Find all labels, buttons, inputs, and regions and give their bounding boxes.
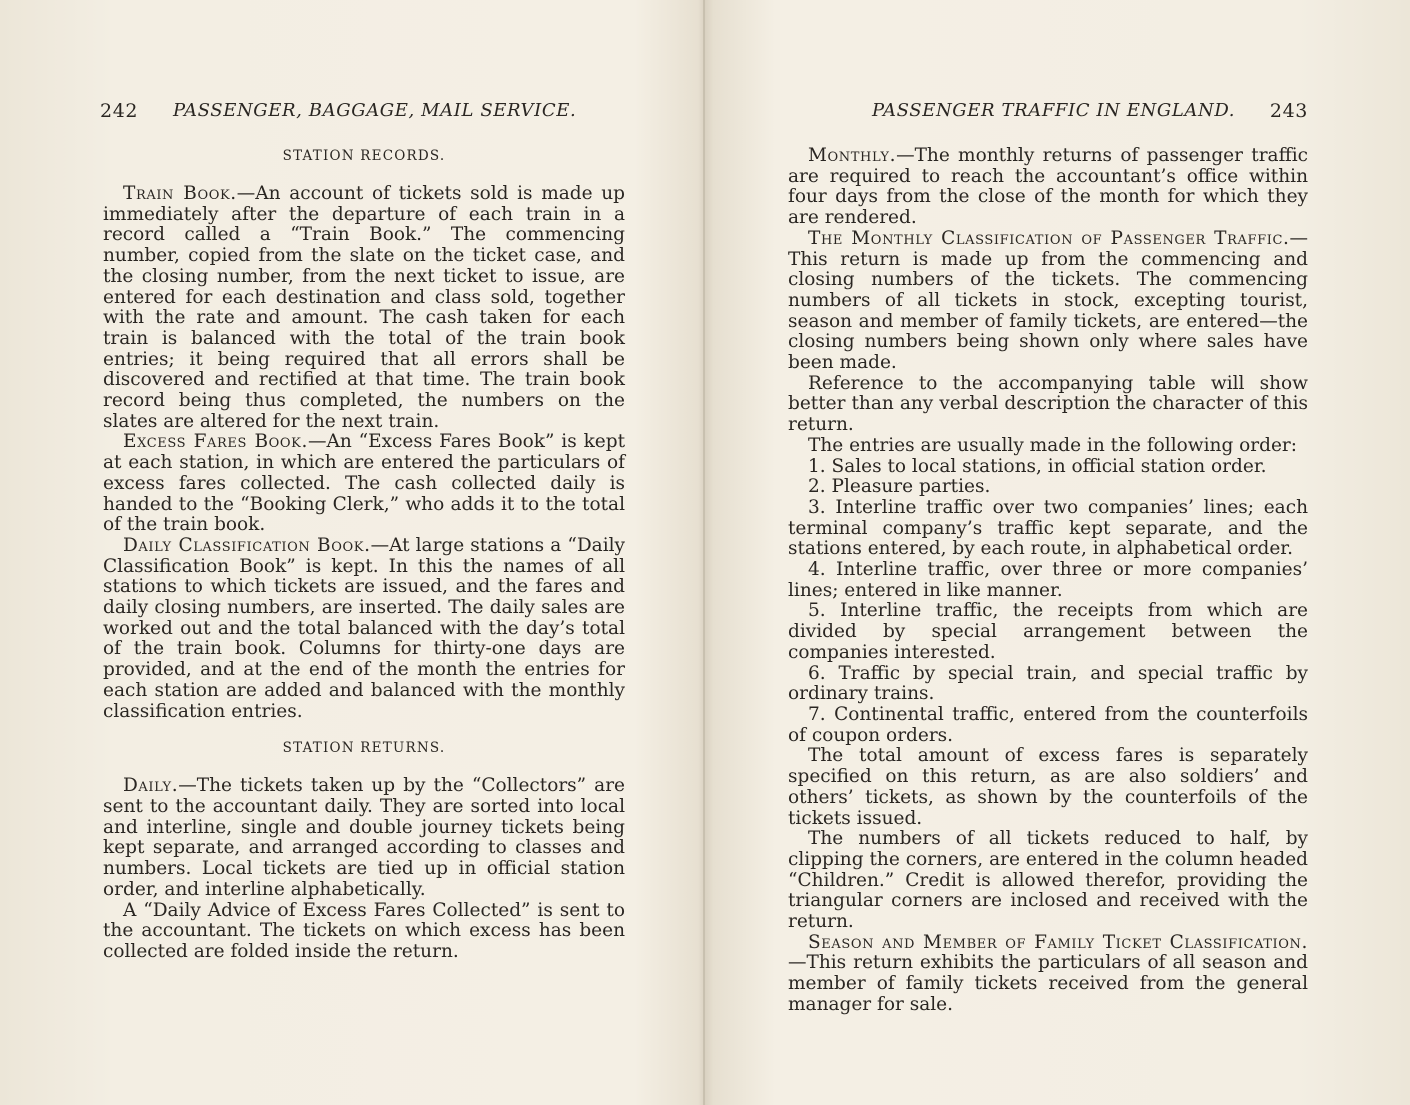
paragraph-order-intro: The entries are usually made in the following order: xyxy=(808,434,1298,456)
text-daily: —The tickets taken up by the “Collectors” are sent to the accountant daily. They are sorted into local and interline, single and double journey tickets being kept separate, and arranged according to classes and numbers. Local tickets are tied up in official station order, and interline alphabetically. xyxy=(103,775,625,900)
order-item: 4. Interline traffic, over three or more companies’ lines; entered in like manner. xyxy=(788,559,1308,601)
right-page xyxy=(706,0,1410,1105)
section-heading-station-records: STATION RECORDS. xyxy=(282,148,446,164)
paragraph-train-book xyxy=(103,184,625,432)
text-daily-classification-book: —At large stations a “Daily Classification Book” is kept. In this the names of all stations to which tickets are issued, and the fares and daily closing numbers, are inserted. The daily sales are worked out and the total balanced with the day’s total of the train book. Columns for thirty-one days are provided, and at the end of the month the entries for each station are added and balanced with the monthly classification entries. xyxy=(103,534,625,722)
paragraph-daily-advice: A “Daily Advice of Excess Fares Collected” is sent to the accountant. The tickets on which excess has been collected are folded inside the return. xyxy=(103,899,625,962)
section-heading-station-returns: STATION RETURNS. xyxy=(282,740,446,757)
lead-monthly-classification: The Monthly Classification of Passenger Traffic. xyxy=(808,227,1290,249)
order-item: 3. Interline traffic over two companies’ lines; each terminal company’s traffic kept separate, and the stations entered, by each route, in alphabetical order. xyxy=(788,496,1308,560)
text-monthly: —The monthly returns of passenger traffic are required to reach the accountant’s office within four days from the close of the month for which they are rendered. xyxy=(788,145,1308,229)
paragraph-monthly xyxy=(788,146,1308,229)
text-monthly-classification: —This return is made up from the commencing and closing numbers of the tickets. The commencing numbers of all tickets in stock, excepting tourist, season and member of family tickets, are entered—the closing numbers being shown only where sales have been made. xyxy=(788,227,1308,374)
paragraph-monthly-classification xyxy=(788,229,1308,374)
lead-daily-classification-book: Daily Classification Book. xyxy=(123,534,371,556)
paragraph-reference: Reference to the accompanying table will show better than any verbal description the character of this return. xyxy=(788,372,1308,436)
order-item: 2. Pleasure parties. xyxy=(808,476,991,498)
paragraph-excess-fares: The total amount of excess fares is separately specified on this return, as are also soldiers’ and others’ tickets, as shown by the counterfoils of the tickets issued. xyxy=(788,745,1308,829)
order-item: 5. Interline traffic, the receipts from which are divided by special arrangement between the companies interested. xyxy=(788,600,1308,663)
paragraph-daily xyxy=(103,776,625,900)
left-page xyxy=(0,0,704,1105)
paragraph-excess-fares-book xyxy=(103,432,625,536)
lead-train-book: Train Book. xyxy=(123,183,237,204)
left-page-number: 242 xyxy=(100,100,139,122)
right-page-number: 243 xyxy=(1269,100,1308,122)
order-item: 1. Sales to local stations, in official station order. xyxy=(808,455,1267,477)
text-train-book: —An account of tickets sold is made up immediately after the departure of each train in a record called a “Train Book.” The commencing number, copied from the slate on the ticket case, and the closing number, from the next ticket to issue, are entered for each destination and class sold, together with the rate and amount. The cash taken for each train is balanced with the total of the train book entries; it being required that all errors shall be discovered and rectified at that time. The train book record being thus completed, the numbers on the slates are altered for the next train. xyxy=(103,183,625,432)
paragraph-children: The numbers of all tickets reduced to half, by clipping the corners, are entered in the column headed “Children.” Credit is allowed therefor, providing the triangular corners are inclosed and received with the return. xyxy=(788,828,1308,933)
paragraph-daily-classification-book xyxy=(103,536,625,722)
lead-monthly: Monthly. xyxy=(808,145,897,166)
lead-excess-fares-book: Excess Fares Book. xyxy=(123,431,308,453)
left-body xyxy=(103,146,625,963)
right-running-title: PASSENGER TRAFFIC IN ENGLAND. xyxy=(872,100,1236,121)
text-excess-fares-book: —An “Excess Fares Book” is kept at each station, in which are entered the particulars of excess fares collected. The cash collected daily is handed to the “Booking Clerk,” who adds it to the total of the train book. xyxy=(103,431,626,536)
right-body xyxy=(788,146,1308,1016)
lead-season-classification: Season and Member of Family Ticket Classification. xyxy=(808,931,1308,953)
left-running-title: PASSENGER, BAGGAGE, MAIL SERVICE. xyxy=(173,100,577,121)
order-item: 7. Continental traffic, entered from the counterfoils of coupon orders. xyxy=(788,703,1308,746)
paragraph-season-classification xyxy=(788,933,1308,1016)
order-item: 6. Traffic by special train, and special traffic by ordinary trains. xyxy=(788,662,1308,705)
lead-daily: Daily. xyxy=(123,775,179,797)
text-season-classification: —This return exhibits the particulars of all season and member of family tickets received from the general manager for sale. xyxy=(788,952,1308,1015)
